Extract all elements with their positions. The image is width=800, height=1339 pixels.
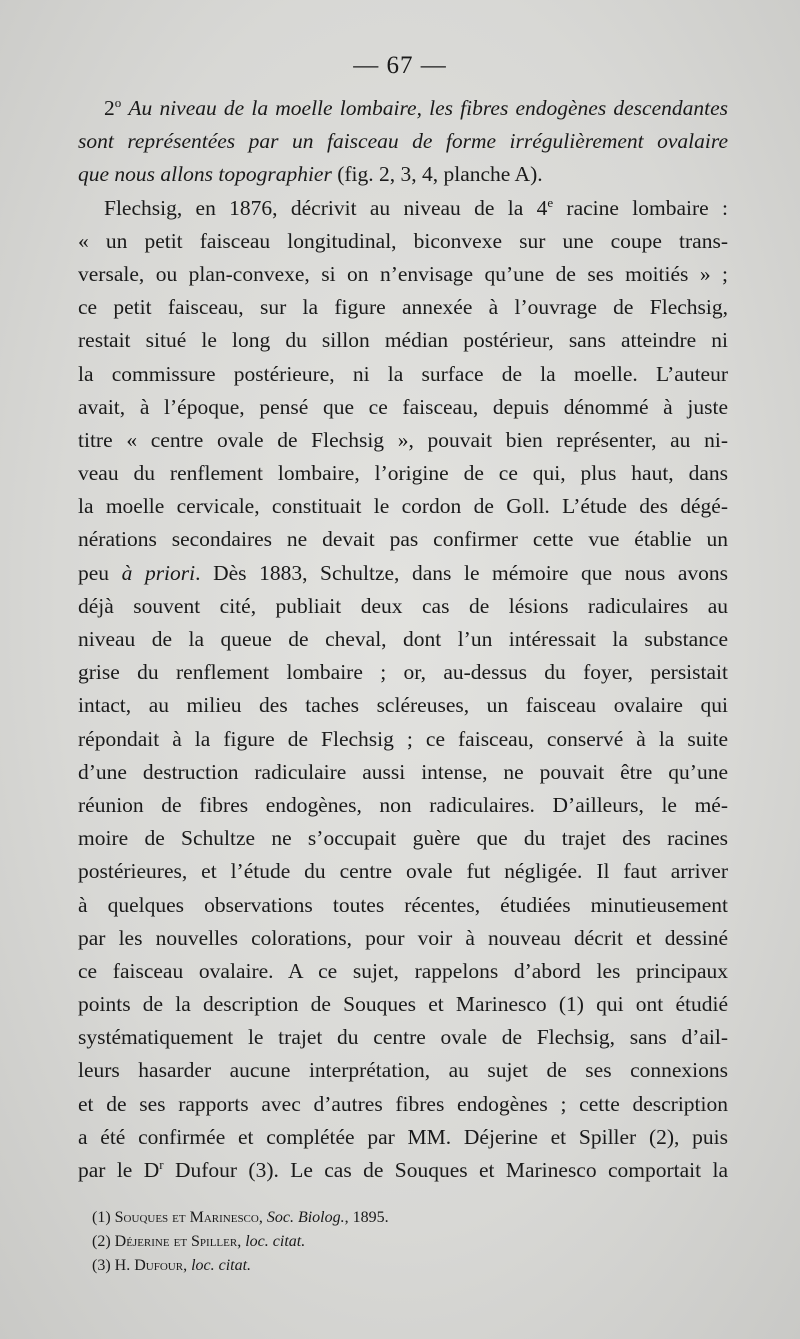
footnote-number: (3) <box>92 1257 115 1274</box>
paragraph-2-line: répondait à la figure de Flechsig ; ce faisceau, conservé à la suite <box>78 726 728 751</box>
text-run: peu <box>78 560 122 585</box>
paragraph-2-line: d’une destruction radiculaire aussi intense, ne pouvait être qu’une <box>78 759 728 784</box>
text-run: Flechsig, en 1876, décrivit au niveau de la 4 <box>104 195 548 220</box>
text-run: racine lombaire : <box>553 195 728 220</box>
section-number: 2 <box>104 96 115 120</box>
ordinal-superscript: o <box>114 94 122 110</box>
paragraph-2-line: nérations secondaires ne devait pas confirmer cette vue établie un <box>78 527 728 552</box>
paragraph-1-line <box>78 92 728 125</box>
paragraph-2-line: titre « centre ovale de Flechsig », pouvait bien représenter, au ni- <box>78 427 728 452</box>
paragraph-2-line: veau du renflement lombaire, l’origine de ce qui, plus haut, dans <box>78 461 728 486</box>
figure-reference: (fig. 2, 3, 4, planche A). <box>331 162 543 187</box>
paragraph-2-line: versale, ou plan-convexe, si on n’envisage qu’une de ses moitiés » ; <box>78 261 728 286</box>
footnote <box>92 1230 652 1254</box>
paragraph-2-line <box>78 557 728 590</box>
separator: , <box>258 1209 267 1226</box>
footnote <box>92 1254 652 1278</box>
paragraph-2-line: ce petit faisceau, sur la figure annexée à l’ouvrage de Flechsig, <box>78 295 728 320</box>
body-text <box>78 92 728 1187</box>
italic-text: que nous allons topographier <box>78 162 332 187</box>
footnote-authors: Déjerine et Spiller <box>114 1233 238 1250</box>
paragraph-2-line: leurs hasarder aucune interprétation, au sujet de ses connexions <box>78 1058 728 1083</box>
paragraph-2-line: avait, à l’époque, pensé que ce faisceau, depuis dénommé à juste <box>78 394 728 419</box>
paragraph-2-line: systématiquement le trajet du centre ovale de Flechsig, sans d’ail- <box>78 1025 728 1050</box>
italic-heading-text: Au niveau de la moelle lombaire, les fibres endogènes descendantes <box>128 96 729 120</box>
footnote <box>92 1206 652 1230</box>
superscript: e <box>547 194 554 210</box>
page-number: — 67 — <box>353 52 447 79</box>
paragraph-2-line: par les nouvelles colorations, pour voir à nouveau décrit et dessiné <box>78 925 728 950</box>
paragraph-1-line <box>78 158 728 191</box>
paragraph-2-line: et de ses rapports avec d’autres fibres endogènes ; cette description <box>78 1091 728 1116</box>
paragraph-2-line: déjà souvent cité, publiait deux cas de lésions radiculaires au <box>78 593 728 618</box>
paragraph-2-line: ce faisceau ovalaire. A ce sujet, rappelons d’abord les principaux <box>78 958 728 983</box>
paragraph-2-line: « un petit faisceau longitudinal, biconvexe sur une coupe trans- <box>78 228 728 253</box>
paragraph-2-line: a été confirmée et complétée par MM. Déjerine et Spiller (2), puis <box>78 1124 728 1149</box>
paragraph-2-line: points de la description de Souques et Marinesco (1) qui ont étudié <box>78 992 728 1017</box>
paragraph-2-line: moire de Schultze ne s’occupait guère que du trajet des racines <box>78 826 728 851</box>
footnote-number: (2) <box>92 1233 115 1250</box>
paragraph-2-line: intact, au milieu des taches scléreuses, un faisceau ovalaire qui <box>78 693 728 718</box>
paragraph-2-line: restait situé le long du sillon médian postérieur, sans atteindre ni <box>78 328 728 353</box>
paragraph-2-line <box>78 1154 728 1187</box>
text-run: par le D <box>78 1158 160 1182</box>
footnote-source: loc. citat. <box>191 1257 252 1274</box>
paragraph-2-line: niveau de la queue de cheval, dont l’un intéressait la substance <box>78 627 728 651</box>
paragraph-1-line: sont représentées par un faisceau de forme irrégulièrement ovalaire <box>78 129 728 154</box>
footnote-tail: , 1895. <box>344 1209 389 1226</box>
footnotes <box>92 1206 652 1278</box>
italic-text: à priori <box>121 560 196 585</box>
separator: , <box>183 1257 192 1274</box>
footnote-source: loc. citat. <box>245 1233 306 1250</box>
separator: , <box>237 1233 246 1250</box>
superscript: r <box>159 1156 164 1172</box>
paragraph-2-line: la commissure postérieure, ni la surface de la moelle. L’auteur <box>78 361 728 386</box>
paragraph-2-line: postérieures, et l’étude du centre ovale fut négligée. Il faut arriver <box>78 859 728 884</box>
paragraph-2-line: la moelle cervicale, constituait le cordon de Goll. L’étude des dégé- <box>78 494 728 519</box>
text-run: Dufour (3). Le cas de Souques et Marinesco comportait la <box>163 1158 728 1182</box>
paragraph-2-line: à quelques observations toutes récentes, étudiées minutieusement <box>78 892 728 917</box>
paragraph-2-line: réunion de fibres endogènes, non radiculaires. D’ailleurs, le mé- <box>78 792 728 817</box>
text-run: . Dès 1883, Schultze, dans le mémoire que nous avons <box>195 560 728 585</box>
footnote-authors: Souques et Marinesco <box>114 1209 259 1226</box>
footnote-source: Soc. Biolog. <box>266 1209 345 1226</box>
paragraph-2-line: grise du renflement lombaire ; or, au-dessus du foyer, persistait <box>78 660 728 685</box>
footnote-number: (1) <box>92 1209 115 1226</box>
footnote-authors: H. Dufour <box>114 1257 184 1274</box>
paragraph-2-line <box>78 192 728 225</box>
